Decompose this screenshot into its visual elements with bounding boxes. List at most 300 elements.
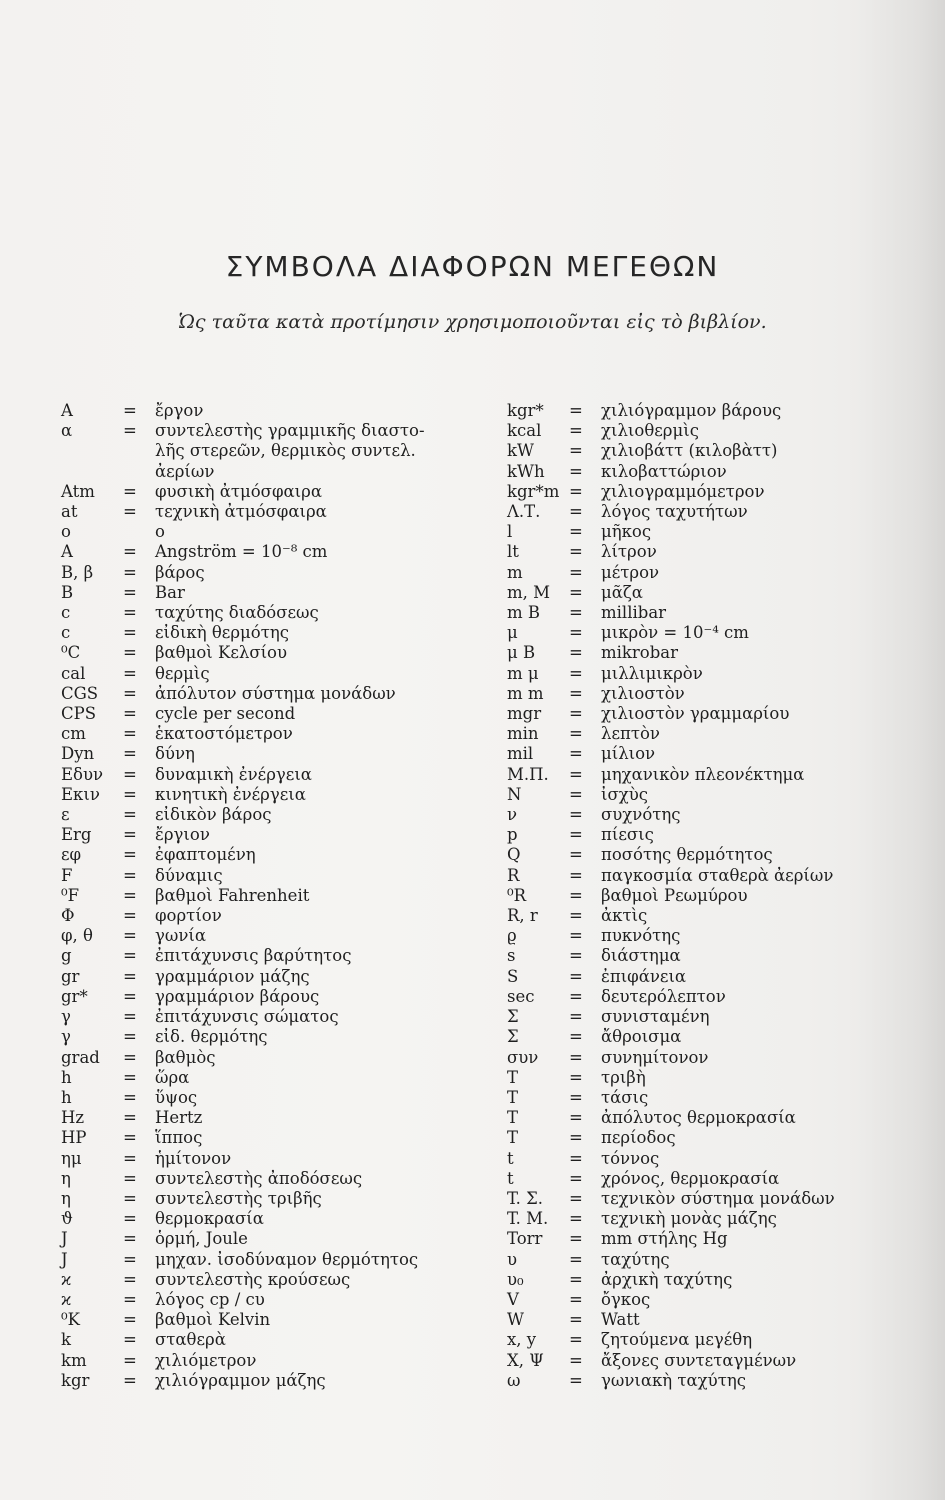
symbol: min	[507, 724, 539, 744]
symbol: γ	[61, 1027, 71, 1047]
equals-sign: =	[569, 1249, 583, 1269]
definition: περίοδος	[601, 1128, 676, 1148]
equals-sign: =	[123, 683, 137, 703]
symbol: Torr	[507, 1229, 543, 1249]
symbol-entry	[61, 805, 471, 825]
equals-sign: =	[569, 926, 583, 946]
symbol: T	[507, 1108, 519, 1128]
symbol: l	[507, 522, 513, 542]
symbol: V	[507, 1289, 519, 1309]
symbol-entry	[61, 441, 471, 461]
definition: χρόνος, θερμοκρασία	[601, 1168, 780, 1188]
equals-sign: =	[123, 885, 137, 905]
symbol-entry	[61, 1027, 471, 1047]
symbol-entry	[507, 987, 907, 1007]
equals-sign: =	[569, 1330, 583, 1350]
symbol-entry	[507, 765, 907, 785]
definition: ποσότης θερμότητος	[601, 845, 773, 865]
symbol: N	[507, 784, 522, 804]
equals-sign: =	[123, 1188, 137, 1208]
equals-sign: =	[569, 986, 583, 1006]
symbol: mgr	[507, 704, 542, 724]
symbol: μ B	[507, 643, 536, 663]
equals-sign: =	[569, 461, 583, 481]
symbol-entry	[61, 542, 471, 562]
symbol-entry	[507, 1169, 907, 1189]
equals-sign: =	[123, 1067, 137, 1087]
definition: γραμμάριον βάρους	[155, 986, 320, 1006]
symbol-entry	[61, 1229, 471, 1249]
symbol-entry	[507, 1290, 907, 1310]
definition: ἔργον	[155, 401, 204, 420]
symbol-entry	[61, 987, 471, 1007]
definition: δύναμις	[155, 865, 223, 885]
definition: σταθερὰ	[155, 1330, 226, 1350]
symbol: k	[61, 1330, 71, 1350]
equals-sign: =	[569, 966, 583, 986]
symbol: Eκιν	[61, 784, 100, 804]
symbol-entry	[61, 704, 471, 724]
symbol: kW	[507, 441, 534, 461]
symbol: t	[507, 1168, 514, 1188]
symbol-entry	[61, 926, 471, 946]
equals-sign: =	[123, 1047, 137, 1067]
equals-sign: =	[569, 522, 583, 542]
symbol: c	[61, 603, 71, 623]
symbol: gr	[61, 966, 80, 986]
definition: χιλιοβάττ (κιλοβὰττ)	[601, 441, 778, 461]
symbol-entry	[61, 1048, 471, 1068]
definition: ἀκτὶς	[601, 906, 648, 926]
symbol-entry	[507, 401, 907, 421]
symbol-entry	[61, 664, 471, 684]
symbol: γ	[61, 1007, 71, 1027]
symbol: α	[61, 421, 73, 441]
symbol-entry	[61, 1351, 471, 1371]
symbol: kgr	[61, 1370, 90, 1390]
symbol-entry	[507, 1250, 907, 1270]
symbol: CGS	[61, 683, 99, 703]
equals-sign: =	[569, 1209, 583, 1229]
definition: ἡμίτονον	[155, 1148, 232, 1168]
definition: μηχανικὸν πλεονέκτημα	[601, 764, 805, 784]
symbol-entry	[507, 1371, 907, 1391]
symbol-entry	[507, 845, 907, 865]
symbol: υ	[507, 1249, 518, 1269]
equals-sign: =	[123, 1148, 137, 1168]
definition: ἐπιτάχυνσις βαρύτητος	[155, 946, 352, 966]
definition: μῆκος	[601, 522, 652, 542]
definition: χιλιοστὸν	[601, 683, 685, 703]
definition: βαθμὸς	[155, 1047, 216, 1067]
symbol-entry	[507, 825, 907, 845]
symbol-entry	[507, 482, 907, 502]
symbol-entry	[507, 1270, 907, 1290]
symbol-entry	[61, 401, 471, 421]
equals-sign: =	[123, 582, 137, 602]
symbol-entry	[507, 583, 907, 603]
symbol: m B	[507, 603, 541, 623]
equals-sign: =	[123, 1310, 137, 1330]
equals-sign: =	[569, 1168, 583, 1188]
symbol-entry	[507, 926, 907, 946]
definition: κινητικὴ ἐνέργεια	[155, 784, 306, 804]
definition: συντελεστὴς τριβῆς	[155, 1188, 322, 1208]
definition: χιλιόγραμμον βάρους	[601, 401, 782, 420]
definition: συνισταμένη	[601, 1007, 710, 1027]
equals-sign: =	[569, 845, 583, 865]
definition: o	[155, 522, 165, 542]
equals-sign: =	[123, 1330, 137, 1350]
symbol-entry	[507, 1229, 907, 1249]
definition: χιλιοστὸν γραμμαρίου	[601, 704, 790, 724]
definition: βαθμοὶ Kelvin	[155, 1310, 271, 1330]
definition: cycle per second	[155, 704, 296, 724]
symbol-entry	[61, 1290, 471, 1310]
definition: πίεσις	[601, 825, 654, 845]
symbol: M.Π.	[507, 764, 549, 784]
equals-sign: =	[123, 784, 137, 804]
symbol-entry	[61, 1088, 471, 1108]
equals-sign: =	[123, 663, 137, 683]
symbol: ν	[507, 805, 518, 825]
definition: μηχαν. ἰσοδύναμον θερμότητος	[155, 1249, 419, 1269]
definition: μίλιον	[601, 744, 656, 764]
equals-sign: =	[123, 623, 137, 643]
symbol: ε	[61, 805, 70, 825]
equals-sign: =	[569, 643, 583, 663]
definition: ὥρα	[155, 1067, 190, 1087]
symbol: ⁰C	[61, 643, 81, 663]
symbol: Eδυν	[61, 764, 104, 784]
symbol: Σ	[507, 1007, 519, 1027]
equals-sign: =	[569, 704, 583, 724]
symbol-entry	[61, 1068, 471, 1088]
definition: ἑκατοστόμετρον	[155, 724, 293, 744]
equals-sign: =	[569, 805, 583, 825]
symbol: kcal	[507, 421, 542, 441]
symbol-entry	[61, 1209, 471, 1229]
definition: ἀπόλυτον σύστημα μονάδων	[155, 683, 396, 703]
symbol: T. M.	[507, 1209, 549, 1229]
symbol-entry	[507, 1048, 907, 1068]
symbol: x, y	[507, 1330, 537, 1350]
symbol-entry	[61, 1330, 471, 1350]
symbol-entry	[61, 845, 471, 865]
symbol-entry	[507, 1027, 907, 1047]
equals-sign: =	[123, 805, 137, 825]
equals-sign: =	[569, 1027, 583, 1047]
symbol-entry	[507, 1209, 907, 1229]
definition: χιλιογραμμόμετρον	[601, 481, 765, 501]
equals-sign: =	[123, 1289, 137, 1309]
definition: μιλλιμικρὸν	[601, 663, 703, 683]
equals-sign: =	[123, 1128, 137, 1148]
symbol: ⁰F	[61, 885, 80, 905]
symbol-entry	[61, 906, 471, 926]
definition: μᾶζα	[601, 582, 643, 602]
definition: παγκοσμία σταθερὰ ἀερίων	[601, 865, 834, 885]
symbol: J	[61, 1249, 68, 1269]
equals-sign: =	[123, 1168, 137, 1188]
symbol: m m	[507, 683, 544, 703]
equals-sign: =	[569, 441, 583, 461]
symbol: m, M	[507, 582, 551, 602]
definition: Bar	[155, 582, 185, 602]
definition: ζητούμενα μεγέθη	[601, 1330, 753, 1350]
equals-sign: =	[569, 1350, 583, 1370]
equals-sign: =	[123, 421, 137, 441]
equals-sign: =	[569, 724, 583, 744]
equals-sign: =	[123, 562, 137, 582]
symbol: km	[61, 1350, 87, 1370]
equals-sign: =	[569, 1108, 583, 1128]
symbol-entry	[507, 1310, 907, 1330]
symbol-entry	[61, 482, 471, 502]
symbol-entry	[61, 1169, 471, 1189]
equals-sign: =	[569, 562, 583, 582]
definition: ὁρμή, Joule	[155, 1229, 248, 1249]
equals-sign: =	[123, 744, 137, 764]
equals-sign: =	[123, 542, 137, 562]
symbol-entry	[61, 623, 471, 643]
definition: τεχνικὴ μονὰς μάζης	[601, 1209, 777, 1229]
symbol-entry	[61, 886, 471, 906]
symbol: sec	[507, 986, 535, 1006]
definition: συντελεστὴς ἀποδόσεως	[155, 1168, 363, 1188]
symbol: ημ	[61, 1148, 82, 1168]
symbol: o	[61, 522, 71, 542]
symbol: A	[61, 401, 73, 420]
symbol-entry	[61, 1250, 471, 1270]
symbol: T. Σ.	[507, 1188, 543, 1208]
symbol: T	[507, 1067, 519, 1087]
symbol-entry	[61, 1128, 471, 1148]
symbol: at	[61, 502, 78, 522]
symbol-entry	[61, 421, 471, 441]
definition: ὄγκος	[601, 1289, 651, 1309]
equals-sign: =	[123, 1209, 137, 1229]
equals-sign: =	[123, 704, 137, 724]
symbol: R	[507, 865, 520, 885]
symbol: συν	[507, 1047, 539, 1067]
symbol-entry	[507, 421, 907, 441]
symbol-entry	[507, 866, 907, 886]
definition: ἄξονες συντεταγμένων	[601, 1350, 797, 1370]
symbol: t	[507, 1148, 514, 1168]
symbol-entry	[61, 1108, 471, 1128]
symbol: μ	[507, 623, 518, 643]
definition: Angström = 10⁻⁸ cm	[155, 542, 328, 562]
symbol: kgr*	[507, 401, 544, 420]
definition: λίτρον	[601, 542, 657, 562]
equals-sign: =	[123, 946, 137, 966]
definition: λεπτὸν	[601, 724, 660, 744]
symbol-entry	[61, 603, 471, 623]
symbol-entry	[507, 967, 907, 987]
equals-sign: =	[123, 1370, 137, 1390]
definition: χιλιόγραμμον μάζης	[155, 1370, 326, 1390]
symbol: η	[61, 1188, 71, 1208]
symbol: R, r	[507, 906, 538, 926]
symbol: m	[507, 562, 523, 582]
symbol-entry	[61, 684, 471, 704]
definition: δευτερόλεπτον	[601, 986, 726, 1006]
equals-sign: =	[569, 1148, 583, 1168]
symbol-entry	[507, 623, 907, 643]
equals-sign: =	[123, 1007, 137, 1027]
symbol-entry	[507, 1189, 907, 1209]
equals-sign: =	[569, 1047, 583, 1067]
page-subtitle: Ὡς ταῦτα κατὰ προτίμησιν χρησιμοποιοῦνται εἰς τὸ βιβλίον.	[178, 311, 767, 333]
equals-sign: =	[569, 542, 583, 562]
symbol-entry	[507, 1088, 907, 1108]
equals-sign: =	[569, 946, 583, 966]
page-title: ΣΥΜΒΟΛΑ ΔΙΑΦΟΡΩΝ ΜΕΓΕΘΩΝ	[225, 250, 720, 283]
definition: τάσις	[601, 1087, 649, 1107]
symbol: J	[61, 1229, 68, 1249]
definition: ὕψος	[155, 1087, 198, 1107]
definition: ἀρχικὴ ταχύτης	[601, 1269, 733, 1289]
symbol-entry	[507, 1068, 907, 1088]
definition: ἀερίων	[155, 461, 215, 481]
equals-sign: =	[569, 906, 583, 926]
equals-sign: =	[569, 582, 583, 602]
definition: λόγος ταχυτήτων	[601, 502, 748, 522]
definition: ἵππος	[155, 1128, 203, 1148]
definition: συνημίτονον	[601, 1047, 709, 1067]
symbol-entry	[61, 1189, 471, 1209]
symbol-entry	[61, 866, 471, 886]
equals-sign: =	[569, 1269, 583, 1289]
symbol: g	[61, 946, 72, 966]
definition: διάστημα	[601, 946, 681, 966]
equals-sign: =	[569, 1128, 583, 1148]
symbol: φ, θ	[61, 926, 93, 946]
equals-sign: =	[569, 744, 583, 764]
equals-sign: =	[569, 865, 583, 885]
definition: γραμμάριον μάζης	[155, 966, 310, 986]
symbol-entry	[507, 643, 907, 663]
definition: δυναμικὴ ἐνέργεια	[155, 764, 312, 784]
definition: κιλοβαττώριον	[601, 461, 727, 481]
equals-sign: =	[569, 1067, 583, 1087]
definition: millibar	[601, 603, 667, 623]
definition: ἄθροισμα	[601, 1027, 682, 1047]
symbol-entry	[61, 765, 471, 785]
symbol: s	[507, 946, 516, 966]
equals-sign: =	[569, 623, 583, 643]
definition: τεχνικὴ ἀτμόσφαιρα	[155, 502, 327, 522]
symbol-entry	[507, 563, 907, 583]
symbol: ⁰K	[61, 1310, 80, 1330]
equals-sign: =	[569, 784, 583, 804]
symbol-entry	[507, 744, 907, 764]
symbol-entry	[61, 522, 471, 542]
symbol: HP	[61, 1128, 87, 1148]
equals-sign: =	[569, 764, 583, 784]
symbol: εφ	[61, 845, 82, 865]
symbol-entry	[61, 462, 471, 482]
symbol-entry	[61, 502, 471, 522]
symbol-entry	[507, 805, 907, 825]
symbol-entry	[507, 906, 907, 926]
symbol: gr*	[61, 986, 88, 1006]
symbol-list-right	[507, 401, 907, 1391]
definition: βαθμοὶ Fahrenheit	[155, 885, 310, 905]
equals-sign: =	[123, 1269, 137, 1289]
equals-sign: =	[123, 401, 137, 420]
equals-sign: =	[123, 1229, 137, 1249]
definition: συντελεστὴς γραμμικῆς διαστο-	[155, 421, 425, 441]
definition: χιλιόμετρον	[155, 1350, 257, 1370]
equals-sign: =	[123, 865, 137, 885]
equals-sign: =	[569, 1310, 583, 1330]
symbol: grad	[61, 1047, 100, 1067]
symbol: kWh	[507, 461, 545, 481]
symbol: h	[61, 1067, 72, 1087]
definition: ἐπιφάνεια	[601, 966, 687, 986]
definition: τεχνικὸν σύστημα μονάδων	[601, 1188, 835, 1208]
definition: εἰδ. θερμότης	[155, 1027, 268, 1047]
definition: ἔργιον	[155, 825, 210, 845]
equals-sign: =	[123, 724, 137, 744]
symbol-entry	[507, 785, 907, 805]
symbol: ϱ	[507, 926, 517, 946]
symbol-entry	[507, 1149, 907, 1169]
definition: βάρος	[155, 562, 205, 582]
definition: συντελεστὴς κρούσεως	[155, 1269, 351, 1289]
symbol: ϰ	[61, 1289, 72, 1309]
definition: mikrobar	[601, 643, 679, 663]
symbol: p	[507, 825, 518, 845]
symbol-entry	[507, 1351, 907, 1371]
symbol-entry	[507, 704, 907, 724]
symbol-entry	[507, 664, 907, 684]
symbol: A	[61, 542, 73, 562]
definition: πυκνότης	[601, 926, 681, 946]
definition: Hertz	[155, 1108, 203, 1128]
symbol-entry	[61, 1310, 471, 1330]
definition: mm στήλης Hg	[601, 1229, 728, 1249]
definition: βαθμοὶ Κελσίου	[155, 643, 288, 663]
definition: γωνιακὴ ταχύτης	[601, 1370, 746, 1390]
symbol: mil	[507, 744, 534, 764]
symbol: T	[507, 1087, 519, 1107]
symbol: c	[61, 623, 71, 643]
equals-sign: =	[123, 502, 137, 522]
symbol: F	[61, 865, 73, 885]
symbol: υ₀	[507, 1269, 524, 1289]
definition: ἀπόλυτος θερμοκρασία	[601, 1108, 796, 1128]
equals-sign: =	[123, 603, 137, 623]
equals-sign: =	[569, 603, 583, 623]
definition: ταχύτης διαδόσεως	[155, 603, 319, 623]
equals-sign: =	[123, 1108, 137, 1128]
definition: συχνότης	[601, 805, 681, 825]
symbol-entry	[507, 886, 907, 906]
symbol-list-left	[61, 401, 471, 1391]
definition: γωνία	[155, 926, 206, 946]
definition: φορτίον	[155, 906, 222, 926]
symbol-entry	[507, 522, 907, 542]
equals-sign: =	[569, 1289, 583, 1309]
symbol: Λ.Τ.	[507, 502, 541, 522]
equals-sign: =	[569, 421, 583, 441]
equals-sign: =	[569, 825, 583, 845]
symbol-entry	[507, 724, 907, 744]
symbol-entry	[507, 542, 907, 562]
